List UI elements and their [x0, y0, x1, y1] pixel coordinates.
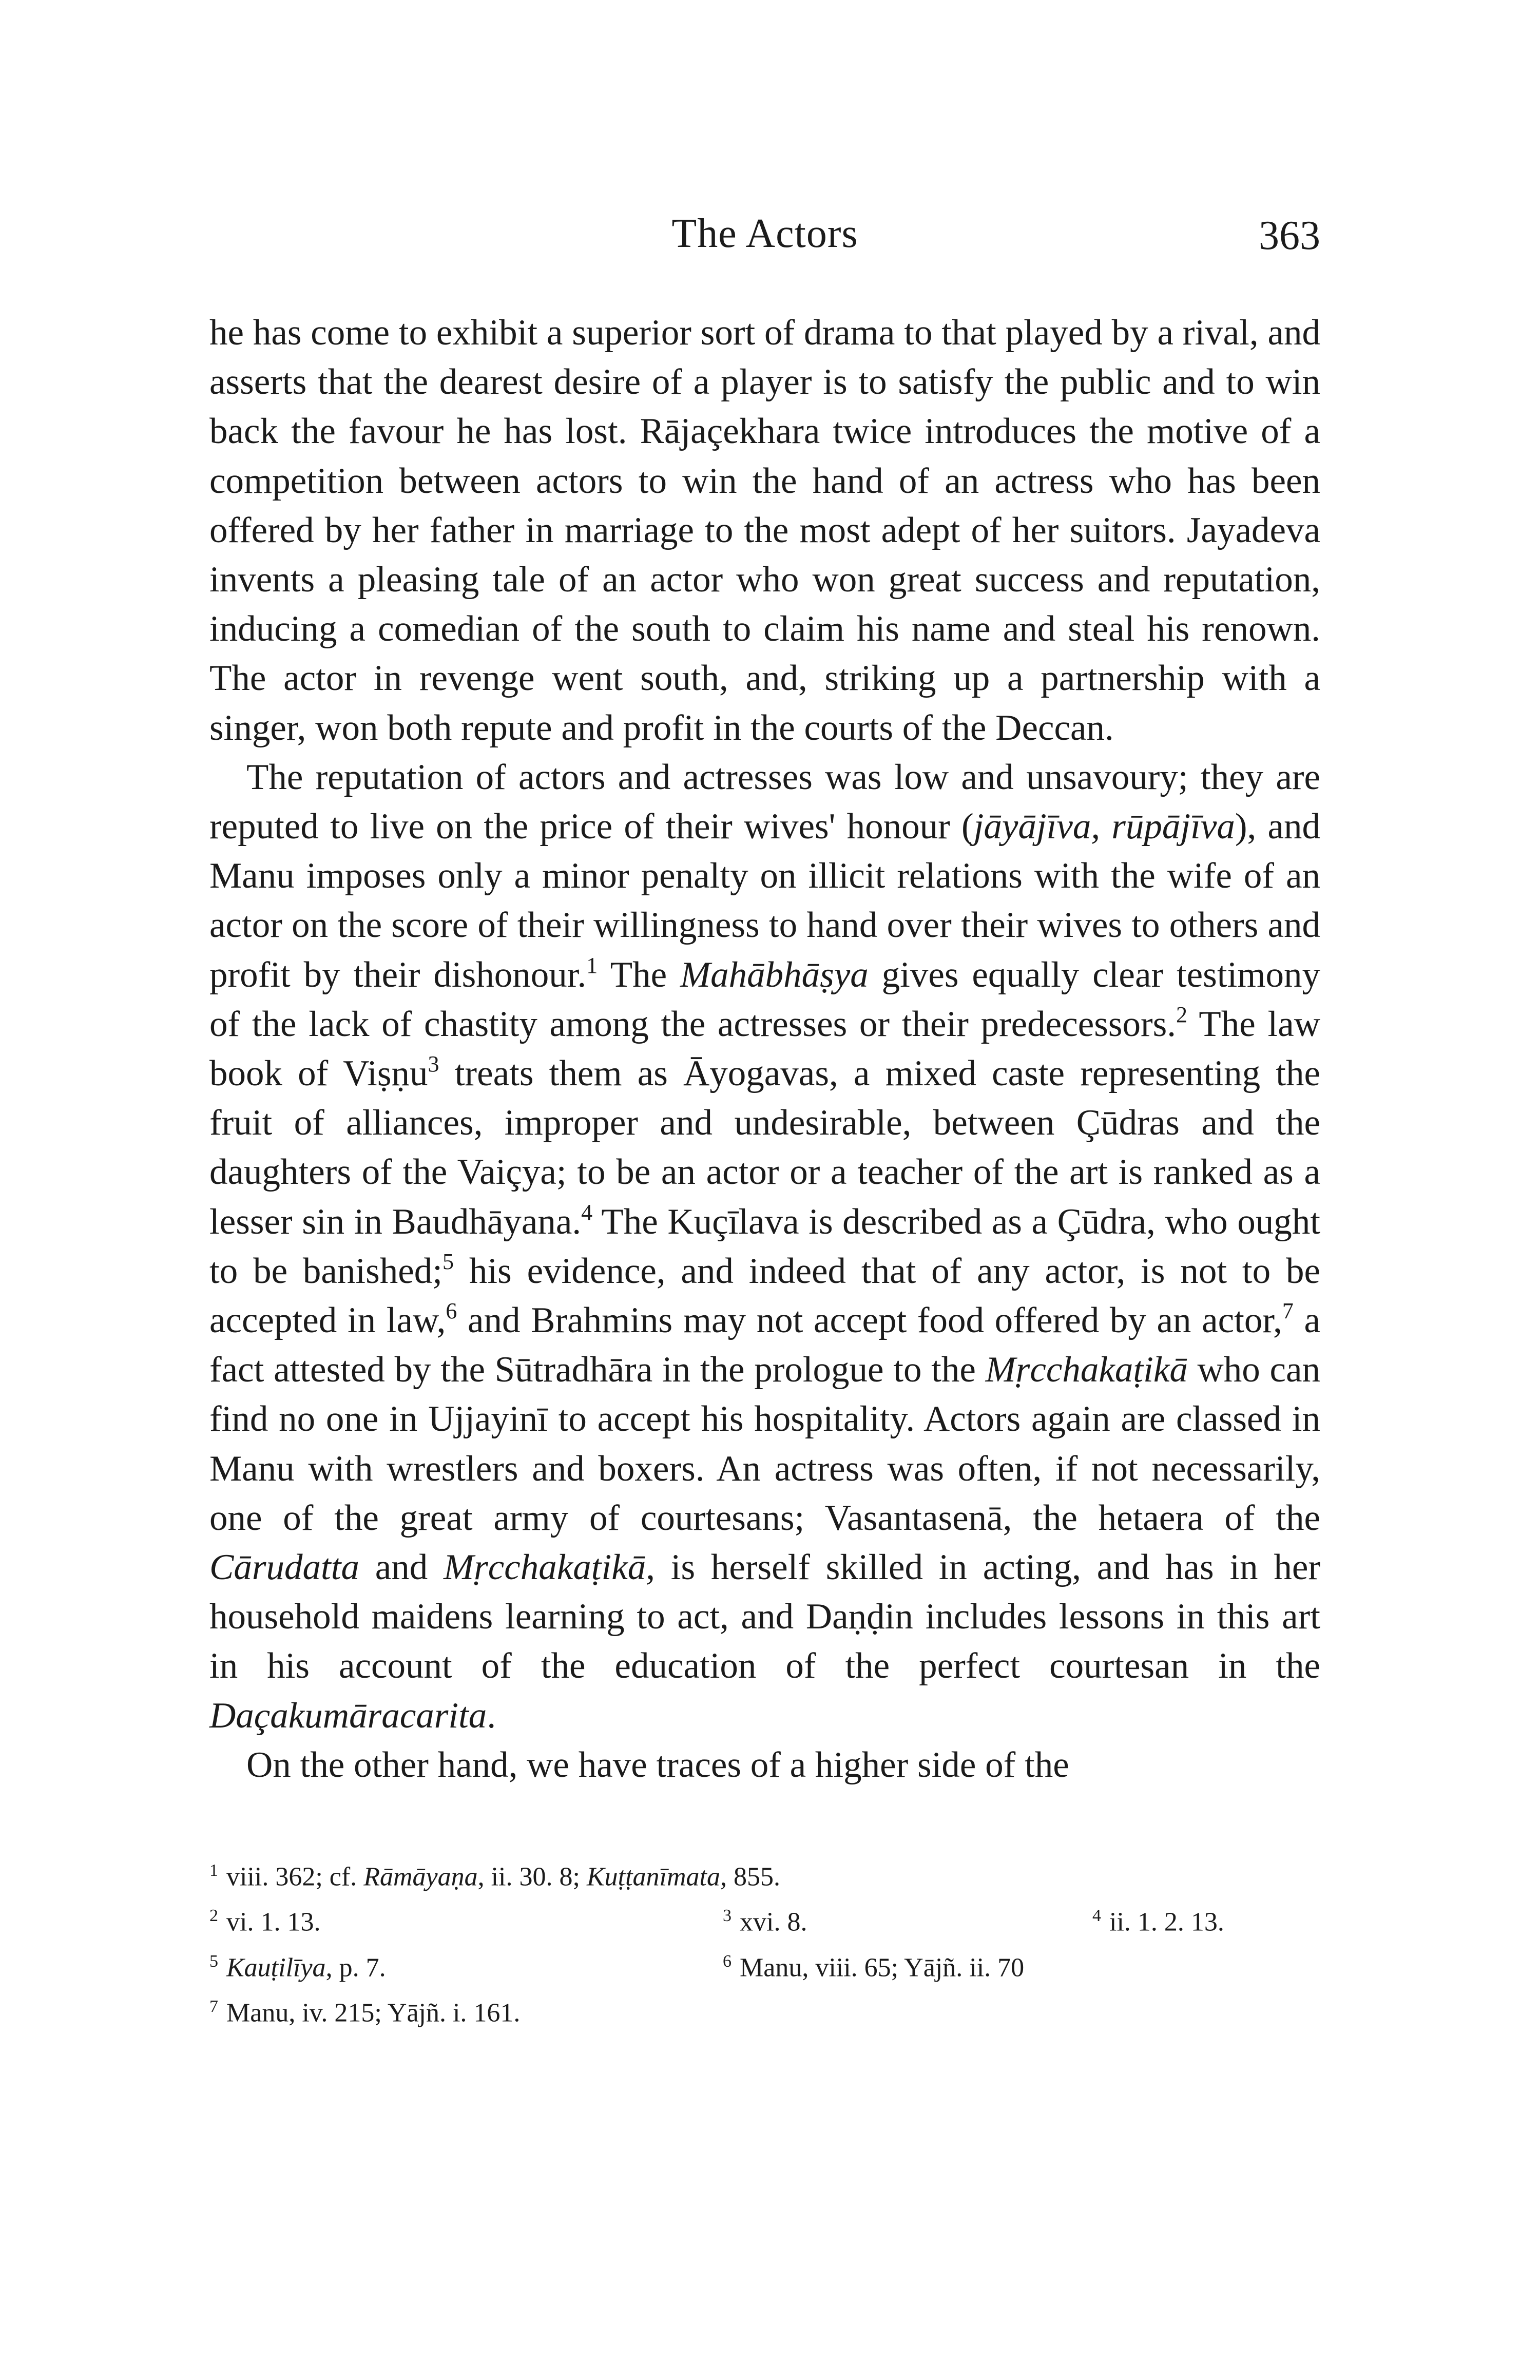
text-run: Manu, iv. 215; Yājñ. i. 161.	[226, 1998, 521, 2028]
text-run: and	[359, 1547, 444, 1588]
italic-title: Kuṭṭanīmata	[586, 1862, 720, 1892]
footnote	[1092, 1896, 1320, 1942]
text-run: On the other hand, we have traces of a higher side of the	[246, 1744, 1069, 1785]
footnote	[209, 1896, 723, 1942]
page-number: 363	[1259, 213, 1320, 258]
footnote-reference: 7	[1282, 1298, 1294, 1324]
running-head	[209, 210, 1320, 267]
text-run: .	[487, 1695, 496, 1736]
text-run: ii. 1. 2. 13.	[1109, 1907, 1224, 1937]
footnote	[209, 1942, 723, 1987]
footnote-reference: 5	[442, 1249, 454, 1275]
text-run: The reputation of actors and actresses was low and unsavoury; they are reputed to live on the price of their wives' honour (	[209, 757, 1320, 847]
body-text	[209, 308, 1320, 1790]
italic-title: Mṛcchakaṭikā	[443, 1547, 646, 1588]
book-page	[209, 210, 1320, 2032]
footnote	[209, 1851, 780, 1896]
text-run: The law book of Viṣṇu	[209, 1004, 1321, 1094]
italic-title: Mahābhāṣya	[680, 954, 869, 995]
footnotes	[209, 1851, 1320, 2032]
text-run: , p. 7.	[325, 1953, 386, 1983]
text-run: he has come to exhibit a superior sort of drama to that played by a rival, and asserts that the dearest desire of a player is to satisfy the public and to win back the favour he has lost. Rājaçekhara twice introduces the motive of a competition between actors to win the hand of an actress who has been offered by her father in marriage to the most adept of her suitors. Jayadeva invents a pleasing tale of an actor who won great success and reputation, inducing a comedian of the south to claim his name and steal his renown. The actor in revenge went south, and, striking up a partnership with a singer, won both repute and profit in the courts of the Deccan.	[209, 313, 1320, 748]
text-run: Manu, viii. 65; Yājñ. ii. 70	[740, 1953, 1025, 1983]
footnote-row	[209, 1851, 1320, 1896]
footnote-reference: 2	[1176, 1002, 1188, 1028]
text-run: , is herself skilled in acting, and has in her household maidens learning to act, and Daṇḍin includes lessons in this art in his account of the education of the perfect courtesan in the	[209, 1547, 1320, 1686]
text-run: gives equally clear testimony of the lack of chastity among the actresses or their predecessors.	[209, 954, 1320, 1044]
text-run: , 855.	[720, 1862, 780, 1892]
text-run: The Kuçīlava is described as a Çūdra, who ought to be banished;	[209, 1201, 1320, 1291]
text-run: xvi. 8.	[740, 1907, 807, 1937]
text-run: a fact attested by the Sūtradhāra in the prologue to the	[209, 1300, 1320, 1390]
text-run: viii. 362; cf.	[226, 1862, 364, 1892]
italic-title: Mṛcchakaṭikā	[985, 1350, 1188, 1390]
running-title: The Actors	[671, 211, 858, 256]
footnote-mark: 2	[209, 1906, 218, 1926]
footnote-reference: 1	[586, 952, 598, 978]
paragraph	[209, 308, 1320, 753]
footnote-row	[209, 1942, 1320, 1987]
text-run: ), and Manu imposes only a minor penalty on illicit relations with the wife of an actor on the score of their willingness to hand over their wives to others and profit by their dishonour.	[209, 807, 1320, 995]
italic-title: jāyājīva, rūpājīva	[973, 807, 1235, 847]
footnote	[723, 1896, 1092, 1942]
text-run: his evidence, and indeed that of any actor, is not to be accepted in law,	[209, 1251, 1320, 1341]
text-run: The	[598, 954, 681, 995]
italic-title: Rāmāyaṇa	[363, 1862, 478, 1892]
footnote-mark: 3	[723, 1906, 732, 1926]
footnote-mark: 5	[209, 1951, 218, 1971]
paragraph	[209, 1740, 1320, 1790]
italic-title: Daçakumāracarita	[209, 1695, 487, 1736]
text-run: who can find no one in Ujjayinī to accept his hospitality. Actors again are classed in Manu with wrestlers and boxers. An actress was often, if not necessarily, one of the great army of courtesans; Vasantasenā, the hetaera of the	[209, 1350, 1320, 1538]
footnote-reference: 3	[428, 1051, 439, 1077]
footnote-reference: 4	[581, 1200, 593, 1225]
footnote-mark: 4	[1092, 1906, 1101, 1926]
footnote	[723, 1942, 1092, 1987]
text-run: , ii. 30. 8;	[477, 1862, 587, 1892]
paragraph	[209, 753, 1320, 1740]
footnote-reference: 6	[446, 1298, 457, 1324]
footnote	[209, 1987, 723, 2032]
italic-title: Kauṭilīya	[226, 1953, 326, 1983]
footnote-mark: 1	[209, 1861, 218, 1880]
footnote-row	[209, 1896, 1320, 1942]
text-run: and Brahmins may not accept food offered by an actor,	[457, 1300, 1282, 1341]
footnote-mark: 6	[723, 1951, 732, 1971]
text-run: treats them as Āyogavas, a mixed caste representing the fruit of alliances, improper and undesirable, between Çūdras and the daughters of the Vaiçya; to be an actor or a teacher of the art is ranked as a lesser sin in Baudhāyana.	[209, 1053, 1320, 1242]
footnote-mark: 7	[209, 1997, 218, 2017]
italic-title: Cārudatta	[209, 1547, 359, 1588]
footnote-row	[209, 1987, 1320, 2032]
text-run: vi. 1. 13.	[226, 1907, 321, 1937]
